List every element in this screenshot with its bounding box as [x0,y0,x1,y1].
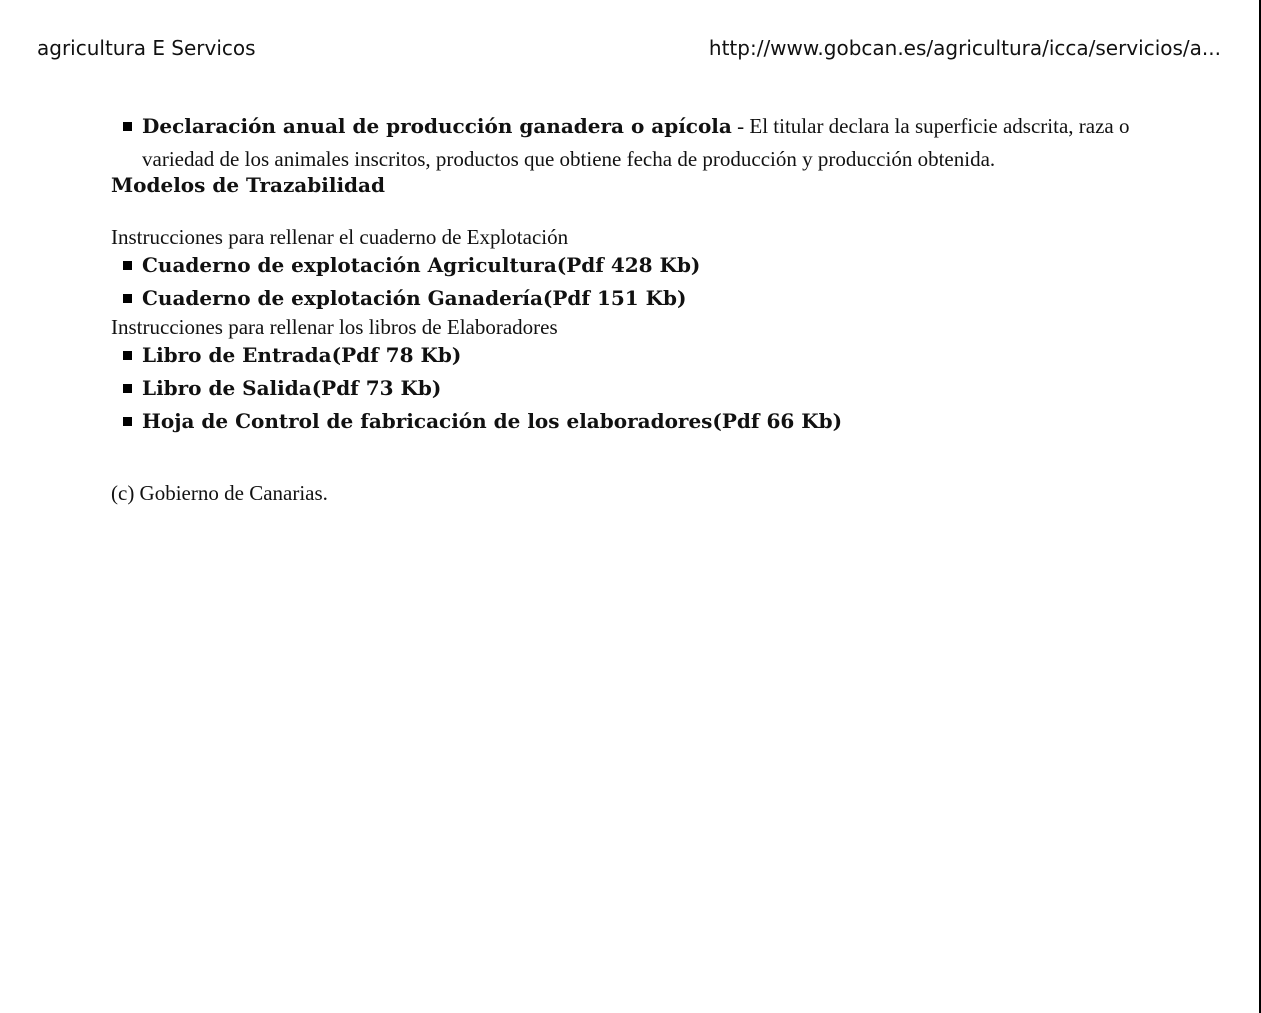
hoja-control-link[interactable]: Hoja de Control de fabricación de los elaboradores(Pdf 66 Kb) [142,409,843,433]
print-header-url: http://www.gobcan.es/agricultura/icca/servicios/a... [708,36,1221,60]
print-header-title: agricultura E Servicos [37,36,256,60]
libros-list [111,339,1146,438]
libros-instructions: Instrucciones para rellenar los libros de Elaboradores [111,315,558,339]
square-bullet-icon [123,122,132,131]
square-bullet-icon [123,261,132,270]
section-title-modelos: Modelos de Trazabilidad [111,173,385,197]
square-bullet-icon [123,351,132,360]
page-content [111,110,1146,505]
declaracion-list [111,110,1146,176]
cuaderno-ganaderia-link[interactable]: Cuaderno de explotación Ganadería(Pdf 151 Kb) [142,286,687,310]
list-item-declaracion [142,110,1146,176]
libro-entrada-link[interactable]: Libro de Entrada(Pdf 78 Kb) [142,343,462,367]
square-bullet-icon [123,294,132,303]
list-item [142,282,1146,315]
list-item [142,405,1146,438]
declaracion-description: - El titular declara la superficie adscrita, raza o variedad de los animales inscritos, productos que obtiene fecha de producción y producción obtenida. [142,114,1130,171]
copyright-notice: (c) Gobierno de Canarias. [111,481,328,505]
declaracion-title[interactable]: Declaración anual de producción ganadera o apícola [142,114,732,138]
cuaderno-list [111,249,1146,315]
list-item [142,249,1146,282]
square-bullet-icon [123,417,132,426]
cuaderno-instructions: Instrucciones para rellenar el cuaderno de Explotación [111,225,569,249]
libro-salida-link[interactable]: Libro de Salida(Pdf 73 Kb) [142,376,442,400]
cuaderno-agricultura-link[interactable]: Cuaderno de explotación Agricultura(Pdf 428 Kb) [142,253,701,277]
list-item [142,372,1146,405]
square-bullet-icon [123,384,132,393]
print-header [37,36,1221,64]
list-item [142,339,1146,372]
